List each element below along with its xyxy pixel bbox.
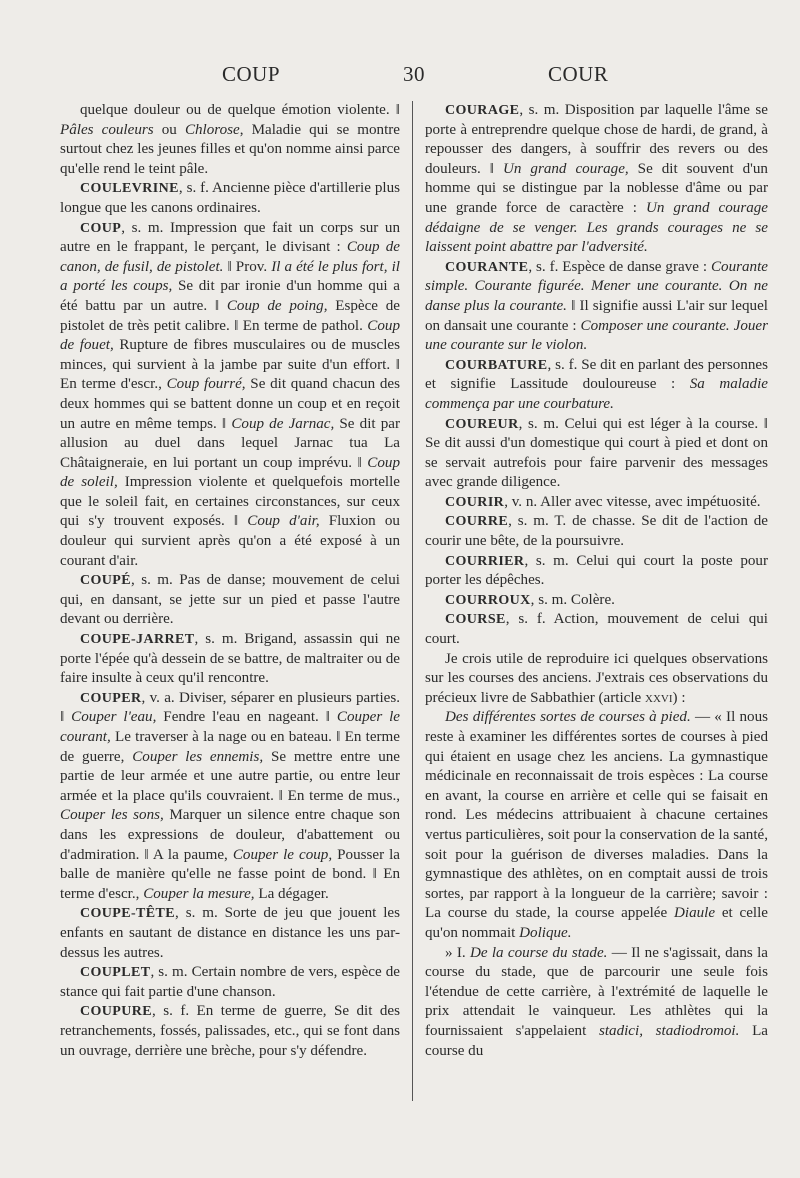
entry-headword: COUPER: [80, 690, 142, 706]
entry-text: , s. f. En terme de guerre, Se dit des retranchements, fossés, palissades, etc., qui se font dans un ouvrage, derrière une brèche, pour s'y défendre.: [60, 1003, 400, 1059]
entry-text: , s. m. Sorte de jeu que jouent les enfants en sautant de distance en distance les uns par-dessus les autres.: [60, 905, 400, 961]
entry-headword: COUPE-TÊTE: [80, 906, 176, 922]
entry-text: Espèce de pistolet de très petit calibre. ‖ En terme de pathol.: [60, 297, 400, 334]
dictionary-entry: [60, 689, 400, 905]
dictionary-entry: [425, 944, 768, 1062]
dictionary-entry: [60, 179, 400, 218]
italic-text: Coup de Jarnac,: [231, 415, 335, 432]
entry-text: , s. m. T. de chasse. Se dit de l'action de courir une bête, de la poursuivre.: [425, 513, 768, 550]
running-header: [0, 62, 800, 92]
italic-text: Couper le coup,: [232, 846, 333, 863]
entry-text: La dégager.: [254, 885, 329, 902]
dictionary-entry: [60, 571, 400, 630]
italic-text: De la course du stade.: [469, 944, 608, 961]
dictionary-entry: [425, 552, 768, 591]
entry-headword: COUPÉ: [80, 573, 131, 589]
dictionary-entry: [60, 904, 400, 963]
dictionary-entry: [425, 591, 768, 611]
entry-text: ‖ Prov.: [223, 258, 272, 275]
italic-text: Couper le courant,: [60, 709, 401, 745]
entry-text: — « Il nous reste à examiner les différentes sortes de courses à pied qui étaient en usage chez les anciens. La gymnastique médicinale en reconnaissait de trois espèces : La course en avant, la course en arrière et celle qui se faisait en rond. Les médecins attribuaient à chacune certaines vertus particulières, soit pour la conservation de la santé, soit pour la guérison de diverses maladies. Dans la gymnastique des athlètes, on en comptait aussi de trois sortes, par rapport à la longueur de la carrière; savoir : La course du stade, la course appelée: [425, 709, 768, 922]
italic-text: Des différentes sortes de courses à pied.: [445, 709, 691, 726]
entry-headword: COURAGE: [445, 103, 520, 118]
entry-headword: COUPLET: [80, 965, 151, 981]
entry-text: Se dit souvent d'un homme qui se distingue par la noblesse d'âme ou par une grande force de caractère :: [425, 160, 768, 216]
entry-text: , s. m. Impression que fait un corps sur un autre en le frappant, le perçant, le divisant :: [60, 219, 400, 256]
entry-text: ou: [153, 121, 185, 138]
italic-text: Coup de canon, de fusil, de pistolet.: [60, 239, 400, 275]
entry-headword: COURRIER: [445, 553, 525, 569]
italic-text: Coup de poing,: [226, 297, 328, 314]
entry-headword: COURBATURE: [445, 357, 548, 373]
italic-text: Courante simple. Courante figurée. Mener une courante. On ne danse plus la courante.: [425, 258, 768, 314]
entry-text: , v. n. Aller avec vitesse, avec impétuosité.: [504, 493, 761, 510]
column-divider: [412, 101, 413, 1101]
right-column: [425, 101, 768, 1061]
italic-text: Couper les ennemis,: [132, 748, 264, 765]
dictionary-entry: [425, 493, 768, 513]
dictionary-entry: [425, 650, 768, 709]
italic-text: Couper les sons,: [60, 807, 164, 824]
italic-text: Coup d'air,: [247, 513, 320, 530]
dictionary-entry: [60, 963, 400, 1002]
italic-text: Chlorose: [184, 121, 240, 138]
entry-headword: COURSE: [445, 612, 506, 628]
entry-text: Fendre l'eau en nageant. ‖: [156, 709, 337, 726]
dictionary-entry: [60, 630, 400, 689]
entry-text: Je crois utile de reproduire ici quelques observations sur les courses des anciens. J'extrais ces observations du précieux livre de Sabbathier (article: [425, 650, 768, 706]
italic-text: Couper l'eau,: [71, 709, 157, 726]
entry-text: La course du: [425, 1022, 768, 1059]
dictionary-entry: [425, 415, 768, 493]
entry-headword: COULEVRINE: [80, 181, 179, 197]
entry-text: , s. m. Colère.: [530, 591, 615, 608]
entry-headword: COUP: [80, 220, 122, 236]
entry-text: Marquer un silence entre chaque son dans les expressions de douleur, d'abattement ou d'admiration. ‖ A la paume,: [60, 807, 400, 863]
italic-text: Dolique.: [519, 924, 572, 941]
entry-text: Le traverser à la nage ou en bateau. ‖ En terme de guerre,: [60, 729, 400, 765]
entry-text: , s. f. Se dit en parlant des personnes et signifie Lassitude douloureuse :: [425, 356, 768, 393]
dictionary-entry: [425, 258, 768, 356]
italic-text: Il a été le plus fort, il a porté les coups,: [60, 258, 400, 295]
entry-text: , s. m. Disposition par laquelle l'âme se porte à entreprendre quelque chose de hardi, de grand, à repousser des dangers, à souffrir des revers ou des douleurs. ‖: [425, 102, 768, 177]
entry-headword: COUPE-JARRET: [80, 632, 195, 648]
dictionary-entry: [60, 219, 400, 572]
entry-text: Fluxion ou douleur qui survient après qu'on a été exposé à un courant d'air.: [60, 513, 400, 569]
italic-text: Coup fourré,: [166, 376, 246, 393]
italic-text: Couper la mesure,: [143, 885, 255, 902]
italic-text: Coup de soleil,: [60, 454, 400, 491]
entry-text: Rupture de fibres musculaires ou de muscles minces, qui survient à la jambe par suite d'un effort. ‖ En terme d'escr.,: [60, 337, 400, 393]
italic-text: Sa maladie commença par une courbature.: [425, 376, 768, 412]
page-number: 30: [403, 62, 425, 86]
entry-text: , s. m. Celui qui court la poste pour porter les dépêches.: [425, 552, 768, 589]
dictionary-entry: [425, 708, 768, 943]
header-right-word: COUR: [548, 62, 609, 86]
left-column: [60, 101, 400, 1061]
entry-text: Impression violente et quelquefois mortelle que le soleil fait, en certaines circonstances, sur ceux qui s'y trouvent exposés. ‖: [60, 474, 400, 530]
entry-headword: COUPURE: [80, 1004, 153, 1020]
dictionary-entry: [425, 512, 768, 551]
entry-text: , s. m. Celui qui est léger à la course. ‖ Se dit aussi d'un domestique qui court à pied et dont on se servait autrefois pour faire parvenir des messages avec grande diligence.: [425, 415, 768, 491]
entry-text: — Il ne s'agissait, dans la course du stade, que de parcourir une seule fois l'étendue de cette carrière, à l'extrémité de laquelle le prix attendait le vainqueur. Les athlètes qui la fournissaient s'appelaient: [425, 944, 768, 1039]
entry-text: Se dit par allusion au duel dans lequel Jarnac tua La Châtaigneraie, en lui portant un coup imprévu. ‖: [60, 415, 400, 471]
entry-text: , Maladie qui se montre surtout chez les jeunes filles et qu'on nomme ainsi parce qu'elle rend le teint pâle.: [60, 121, 400, 177]
entry-text: , s. f. Action, mouvement de celui qui court.: [425, 611, 768, 648]
entry-text: et celle qu'on nommait: [425, 905, 768, 941]
header-left-word: COUP: [222, 62, 281, 86]
entry-text: , s. m. Pas de danse; mouvement de celui qui, en dansant, se jette sur un pied et passe l'autre devant ou derrière.: [60, 572, 400, 628]
entry-headword: COURROUX: [445, 592, 531, 608]
dictionary-entry: [60, 1002, 400, 1061]
italic-text: Diaule: [673, 905, 716, 922]
entry-text: Se mettre entre une partie de leur armée et une autre partie, ou entre leur armée et la place qu'ils couvraient. ‖ En terme de mus.,: [60, 748, 400, 804]
entry-text: xxvi: [645, 689, 673, 706]
italic-text: Un grand courage dédaigne de se venger. Les grands courages ne se laissent point abattre par l'adversité.: [425, 199, 768, 256]
entry-headword: COURRE: [445, 514, 509, 530]
entry-text: Se dit quand chacun des deux hommes qui se battent donne un coup et en reçoit un autre en même temps. ‖: [60, 376, 400, 432]
entry-text: , v. a. Diviser, séparer en plusieurs parties. ‖: [60, 689, 400, 726]
entry-text: Pousser la balle de manière qu'elle ne fasse point de bond. ‖ En terme d'escr.,: [60, 846, 400, 902]
entry-text: , s. f. Ancienne pièce d'artillerie plus longue que les canons ordinaires.: [60, 180, 400, 216]
entry-text: ) :: [672, 689, 686, 706]
italic-text: Coup de fouet,: [60, 317, 400, 354]
entry-text: » I.: [445, 944, 470, 961]
italic-text: stadici, stadiodromoi.: [598, 1022, 740, 1039]
dictionary-entry: [425, 610, 768, 649]
dictionary-entry: [425, 356, 768, 415]
entry-text: , s. m. Certain nombre de vers, espèce de stance qui fait partie d'une chanson.: [60, 964, 400, 1000]
entry-headword: COURANTE: [445, 259, 529, 275]
italic-text: Pâles couleurs: [60, 121, 154, 138]
entry-text: ‖ Il signifie aussi L'air sur lequel on dansait une courante :: [425, 297, 768, 334]
italic-text: Composer une courante. Jouer une courante sur le violon.: [425, 317, 768, 354]
entry-headword: COUREUR: [445, 416, 519, 432]
dictionary-entry: [60, 101, 400, 179]
italic-text: Un grand courage,: [502, 160, 629, 177]
entry-text: Se dit par ironie d'un homme qui a été battu par un autre. ‖: [60, 278, 400, 314]
dictionary-entry: [425, 101, 768, 258]
entry-text: , s. f. Espèce de danse grave :: [528, 258, 711, 275]
entry-text: , s. m. Brigand, assassin qui ne porte l'épée qu'à dessein de se battre, de maltraiter ou de faire insulte à ceux qu'il rencontre.: [60, 631, 400, 687]
entry-headword: COURIR: [445, 494, 505, 510]
entry-text: quelque douleur ou de quelque émotion violente. ‖: [80, 102, 400, 118]
